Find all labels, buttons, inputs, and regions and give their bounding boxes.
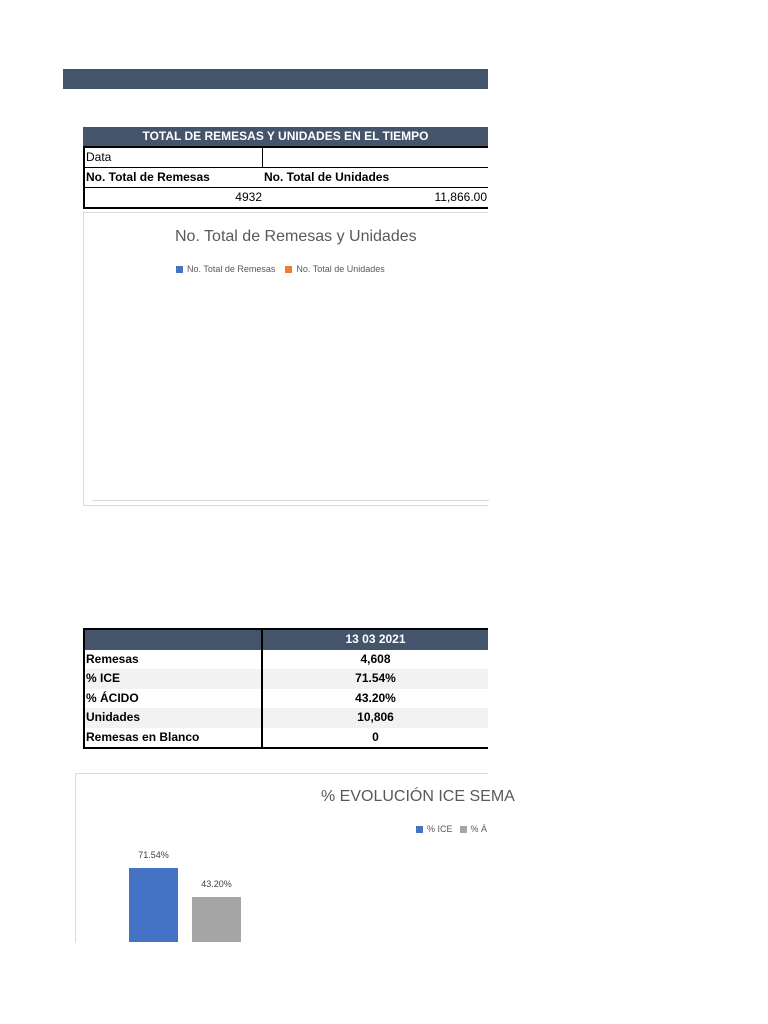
summary-table-title: TOTAL DE REMESAS Y UNIDADES EN EL TIEMPO — [83, 127, 488, 146]
remesas-unidades-chart[interactable] — [83, 212, 488, 506]
legend-swatch-remesas — [176, 266, 183, 273]
row-label[interactable]: Unidades — [85, 708, 263, 728]
table-row — [85, 708, 488, 728]
weekly-table — [83, 628, 488, 749]
data-cell-empty[interactable] — [263, 148, 488, 167]
chart1-legend — [176, 264, 385, 274]
col-header-unidades[interactable]: No. Total de Unidades — [264, 170, 390, 184]
bar-acido[interactable] — [192, 897, 241, 942]
table-row — [85, 650, 488, 670]
row-value[interactable]: 0 — [372, 729, 379, 744]
weekly-date-header[interactable]: 13 03 2021 — [345, 632, 406, 646]
legend-label-remesas: No. Total de Remesas — [187, 264, 276, 274]
bar-label-ice: 71.54% — [138, 849, 169, 860]
legend-swatch-ice — [416, 826, 423, 833]
table-row — [85, 669, 488, 689]
row-label[interactable]: Remesas en Blanco — [85, 728, 263, 748]
value-remesas[interactable]: 4932 — [235, 190, 262, 204]
header-banner — [63, 69, 488, 89]
row-value[interactable]: 43.20% — [355, 690, 396, 705]
weekly-header-row — [85, 630, 488, 650]
bar-label-acido: 43.20% — [201, 879, 232, 890]
row-value[interactable]: 71.54% — [355, 671, 396, 685]
legend-label-unidades: No. Total de Unidades — [296, 264, 385, 274]
chart1-title: No. Total de Remesas y Unidades — [175, 228, 417, 245]
legend-label-acido: % Á — [470, 824, 488, 834]
row-value[interactable]: 4,608 — [360, 651, 391, 666]
row-value[interactable]: 10,806 — [357, 710, 394, 724]
legend-swatch-acido — [460, 826, 467, 833]
col-header-remesas[interactable]: No. Total de Remesas — [86, 170, 210, 184]
chart2-legend — [416, 824, 487, 834]
row-label[interactable]: % ÁCIDO — [85, 689, 263, 709]
ice-evolution-chart[interactable] — [75, 773, 515, 943]
table-row — [85, 689, 488, 709]
legend-label-ice: % ICE — [427, 824, 453, 834]
row-label[interactable]: Remesas — [85, 650, 263, 670]
row-label[interactable]: % ICE — [85, 669, 263, 689]
chart2-title: % EVOLUCIÓN ICE SEMA — [321, 788, 515, 805]
data-label[interactable]: Data — [85, 148, 263, 167]
chart1-axis-line — [92, 500, 489, 501]
summary-header-row — [85, 167, 488, 187]
weekly-header-blank[interactable] — [85, 630, 263, 650]
summary-table — [83, 127, 488, 209]
bar-ice[interactable] — [129, 868, 178, 942]
summary-values-row — [85, 187, 488, 207]
value-unidades[interactable]: 11,866.00 — [434, 190, 487, 204]
table-row — [85, 728, 488, 748]
legend-swatch-unidades — [285, 266, 292, 273]
summary-data-row — [85, 148, 488, 167]
